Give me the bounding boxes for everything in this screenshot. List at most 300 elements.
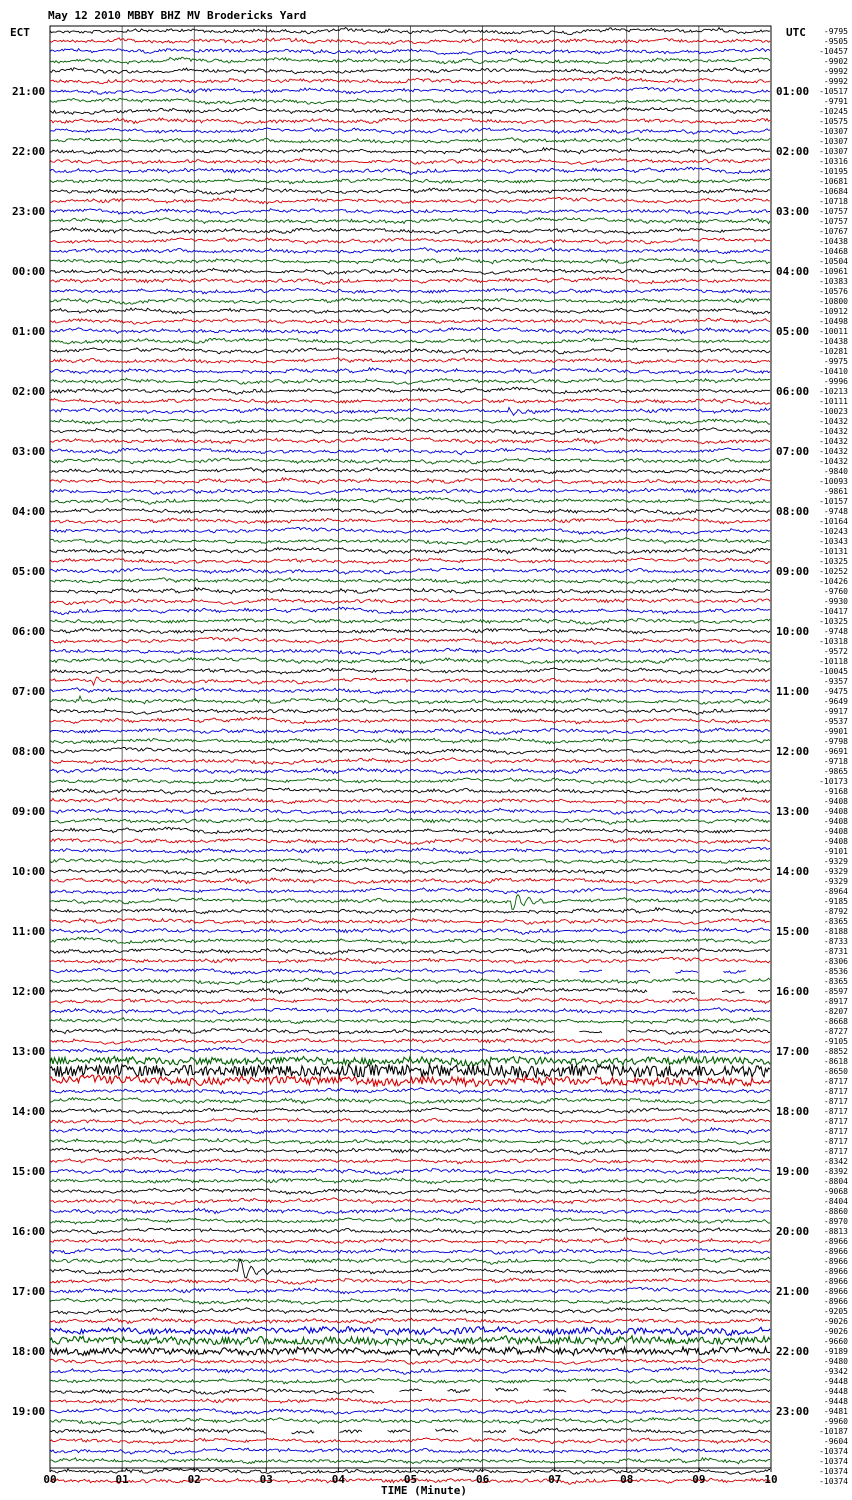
left-hour-label: 02:00 <box>12 385 46 398</box>
seismic-trace <box>50 1064 770 1078</box>
seismic-trace <box>50 968 746 974</box>
seismic-trace <box>50 298 770 304</box>
seismic-trace <box>50 808 770 814</box>
trace-offset-label: -9408 <box>823 827 848 836</box>
trace-offset-label: -9572 <box>823 647 848 656</box>
trace-offset-label: -8306 <box>823 957 848 966</box>
seismic-trace <box>50 318 770 324</box>
seismic-trace <box>50 1038 770 1044</box>
seismic-trace <box>50 198 770 204</box>
trace-offset-label: -10213 <box>819 387 848 396</box>
seismic-trace <box>50 998 770 1004</box>
left-hour-label: 06:00 <box>12 625 46 638</box>
x-tick-label: 00 <box>43 1473 57 1486</box>
x-tick-label: 06 <box>475 1473 490 1486</box>
trace-offset-label: -8188 <box>823 927 848 936</box>
seismic-trace <box>50 688 770 694</box>
seismic-trace <box>50 209 770 215</box>
trace-offset-label: -9408 <box>823 837 848 846</box>
seismic-trace <box>50 158 770 164</box>
x-tick-label: 04 <box>331 1473 346 1486</box>
seismic-trace <box>50 708 770 714</box>
seismic-trace <box>50 277 770 284</box>
seismic-trace <box>50 1346 770 1356</box>
left-hour-label: 05:00 <box>12 565 46 578</box>
seismic-trace <box>50 908 770 914</box>
right-hour-label: 05:00 <box>776 325 810 338</box>
right-hour-label: 17:00 <box>776 1045 810 1058</box>
seismic-trace <box>50 798 770 804</box>
trace-offset-label: -8365 <box>823 977 848 986</box>
seismic-trace <box>50 488 770 494</box>
trace-offset-label: -8618 <box>823 1057 848 1066</box>
seismic-trace <box>50 478 770 484</box>
trace-offset-label: -10684 <box>819 187 848 196</box>
seismic-trace <box>50 1056 770 1066</box>
seismic-trace <box>50 48 770 54</box>
left-hour-label: 04:00 <box>12 505 46 518</box>
trace-offset-label: -9748 <box>823 627 848 636</box>
trace-offset-label: -9481 <box>823 1407 848 1416</box>
seismic-trace <box>50 628 770 634</box>
trace-offset-label: -10374 <box>819 1457 848 1466</box>
right-hour-label: 09:00 <box>776 565 810 578</box>
trace-offset-label: -9748 <box>823 507 848 516</box>
trace-offset-label: -9992 <box>823 67 848 76</box>
right-hour-label: 12:00 <box>776 745 810 758</box>
trace-offset-label: -10504 <box>819 257 848 266</box>
trace-offset-label: -8365 <box>823 917 848 926</box>
x-tick-label: 05 <box>403 1473 418 1486</box>
left-hour-label: 10:00 <box>12 865 46 878</box>
trace-offset-label: -10417 <box>819 607 848 616</box>
trace-offset-label: -10252 <box>819 567 848 576</box>
trace-offset-label: -9861 <box>823 487 848 496</box>
seismic-trace <box>50 238 770 244</box>
seismic-trace <box>50 1228 770 1234</box>
seismic-trace <box>50 1168 770 1174</box>
seismic-trace <box>50 268 770 274</box>
seismic-trace <box>50 398 770 404</box>
seismic-trace <box>50 387 770 394</box>
seismic-trace <box>50 378 770 384</box>
trace-offset-label: -10307 <box>819 137 848 146</box>
seismic-trace <box>50 1238 770 1244</box>
trace-offset-label: -10757 <box>819 217 848 226</box>
left-hour-label: 21:00 <box>12 85 46 98</box>
seismic-trace <box>50 497 770 504</box>
seismic-trace <box>50 1128 770 1134</box>
seismic-trace <box>50 68 770 74</box>
trace-offset-label: -8342 <box>823 1157 848 1166</box>
seismic-trace <box>50 978 770 985</box>
chart-title: May 12 2010 MBBY BHZ MV Brodericks Yard <box>48 9 307 22</box>
trace-offset-label: -9537 <box>823 717 848 726</box>
trace-offset-label: -10767 <box>819 227 848 236</box>
trace-offset-label: -8650 <box>823 1067 848 1076</box>
seismic-traces <box>50 28 770 1485</box>
seismic-trace <box>50 648 770 655</box>
trace-offset-label: -10374 <box>819 1447 848 1456</box>
seismic-trace <box>50 588 770 594</box>
x-tick-label: 01 <box>115 1473 129 1486</box>
trace-offset-label: -10383 <box>819 277 848 286</box>
trace-offset-label: -10325 <box>819 557 848 566</box>
trace-offset-label: -8207 <box>823 1007 848 1016</box>
trace-offset-label: -9660 <box>823 1337 848 1346</box>
seismic-trace <box>50 878 770 884</box>
seismic-trace <box>50 328 770 334</box>
left-hour-label: 13:00 <box>12 1045 46 1058</box>
trace-offset-label: -10093 <box>819 477 848 486</box>
trace-offset-label: -8668 <box>823 1017 848 1026</box>
seismic-trace <box>50 1398 770 1404</box>
seismic-trace <box>50 717 770 724</box>
seismic-trace <box>50 99 770 105</box>
seismic-trace <box>50 438 770 444</box>
seismic-trace <box>50 38 770 45</box>
trace-offset-label: -10575 <box>819 117 848 126</box>
trace-offset-label: -8717 <box>823 1107 848 1116</box>
right-hour-label: 01:00 <box>776 85 810 98</box>
seismic-trace <box>50 658 770 664</box>
right-hour-label: 11:00 <box>776 685 810 698</box>
x-axis-label: TIME (Minute) <box>380 1484 468 1497</box>
seismic-trace <box>50 838 770 844</box>
seismic-trace <box>50 368 770 374</box>
seismic-trace <box>50 508 770 514</box>
x-tick-label: 03 <box>259 1473 273 1486</box>
left-hour-label: 23:00 <box>12 205 46 218</box>
right-hour-label: 16:00 <box>776 985 810 998</box>
seismic-trace <box>50 1367 770 1374</box>
trace-offset-label: -9408 <box>823 807 848 816</box>
trace-offset-label: -10173 <box>819 777 848 786</box>
seismic-trace <box>50 848 770 854</box>
seismic-trace <box>50 1008 770 1014</box>
seismic-trace <box>50 518 770 524</box>
seismic-trace <box>50 1157 770 1164</box>
trace-offset-label: -8860 <box>823 1207 848 1216</box>
seismic-trace <box>50 696 770 704</box>
trace-offset-label: -9691 <box>823 747 848 756</box>
seismic-trace <box>50 228 770 234</box>
seismic-trace <box>50 218 770 224</box>
right-hour-label: 22:00 <box>776 1345 810 1358</box>
trace-offset-label: -10011 <box>819 327 848 336</box>
trace-offset-label: -10374 <box>819 1467 848 1476</box>
seismic-trace <box>50 1278 770 1284</box>
right-hour-label: 02:00 <box>776 145 810 158</box>
trace-offset-label: -9205 <box>823 1307 848 1316</box>
trace-offset-label: -9026 <box>823 1317 848 1326</box>
trace-offset-label: -9329 <box>823 877 848 886</box>
seismic-trace <box>50 1388 770 1394</box>
trace-offset-label: -8917 <box>823 997 848 1006</box>
trace-offset-label: -8404 <box>823 1197 848 1206</box>
trace-offset-label: -10118 <box>819 657 848 666</box>
trace-offset-label: -8727 <box>823 1027 848 1036</box>
left-hour-label: 18:00 <box>12 1345 46 1358</box>
seismic-trace <box>50 1028 770 1034</box>
seismic-trace <box>50 818 770 824</box>
seismic-trace <box>50 937 770 944</box>
trace-offset-label: -10243 <box>819 527 848 536</box>
seismic-trace <box>50 598 770 604</box>
trace-offset-label: -9975 <box>823 357 848 366</box>
right-hour-label: 14:00 <box>776 865 810 878</box>
trace-offset-label: -10164 <box>819 517 848 526</box>
seismic-trace <box>50 988 770 994</box>
seismic-trace <box>50 1257 770 1264</box>
x-tick-label: 02 <box>187 1473 201 1486</box>
trace-offset-label: -9329 <box>823 857 848 866</box>
trace-offset-label: -8717 <box>823 1097 848 1106</box>
right-hour-label: 06:00 <box>776 385 810 398</box>
seismic-trace <box>50 928 770 934</box>
left-hour-label: 12:00 <box>12 985 46 998</box>
left-hour-label: 00:00 <box>12 265 46 278</box>
trace-offset-label: -9068 <box>823 1187 848 1196</box>
trace-offset-label: -8717 <box>823 1117 848 1126</box>
left-hour-label: 08:00 <box>12 745 46 758</box>
trace-offset-label: -10023 <box>819 407 848 416</box>
seismic-trace <box>50 1318 770 1324</box>
left-hour-label: 11:00 <box>12 925 46 938</box>
right-hour-label: 23:00 <box>776 1405 810 1418</box>
right-hour-label: 13:00 <box>776 805 810 818</box>
trace-offset-label: -9329 <box>823 867 848 876</box>
right-hour-label: 08:00 <box>776 505 810 518</box>
seismic-trace <box>50 578 770 584</box>
trace-offset-label: -9798 <box>823 737 848 746</box>
trace-offset-label: -8966 <box>823 1237 848 1246</box>
trace-offset-label: -10111 <box>819 397 848 406</box>
trace-offset-label: -10517 <box>819 87 848 96</box>
seismic-trace <box>50 1378 770 1384</box>
seismic-trace <box>50 738 770 744</box>
seismic-trace <box>50 958 770 964</box>
trace-offset-label: -8964 <box>823 887 848 896</box>
right-hour-label: 03:00 <box>776 205 810 218</box>
right-hour-label: 20:00 <box>776 1225 810 1238</box>
seismic-trace <box>50 768 770 774</box>
right-hour-label: 21:00 <box>776 1285 810 1298</box>
seismic-trace <box>50 1088 770 1095</box>
seismic-trace <box>50 128 770 134</box>
trace-offset-label: -10800 <box>819 297 848 306</box>
trace-offset-label: -8536 <box>823 967 848 976</box>
left-hour-label: 17:00 <box>12 1285 46 1298</box>
trace-offset-label: -10498 <box>819 317 848 326</box>
trace-offset-label: -8717 <box>823 1137 848 1146</box>
trace-offset-label: -8597 <box>823 987 848 996</box>
trace-offset-label: -10307 <box>819 147 848 156</box>
trace-offset-label: -9996 <box>823 377 848 386</box>
seismic-trace <box>50 1108 770 1114</box>
trace-offset-label: -9791 <box>823 97 848 106</box>
seismic-trace <box>50 1248 770 1254</box>
trace-offset-label: -10318 <box>819 637 848 646</box>
left-hour-label: 14:00 <box>12 1105 46 1118</box>
trace-offset-label: -10718 <box>819 197 848 206</box>
right-hour-label: 15:00 <box>776 925 810 938</box>
seismic-trace <box>50 748 770 755</box>
right-hour-label: 18:00 <box>776 1105 810 1118</box>
trace-offset-label: -10438 <box>819 237 848 246</box>
trace-offset-label: -10045 <box>819 667 848 676</box>
seismic-trace <box>50 1448 770 1454</box>
trace-offset-label: -10157 <box>819 497 848 506</box>
seismic-trace <box>50 607 770 615</box>
axis-labels <box>12 27 848 1486</box>
seismic-trace <box>50 1047 770 1054</box>
seismic-trace <box>50 468 770 474</box>
trace-offset-label: -9448 <box>823 1377 848 1386</box>
seismic-trace <box>50 57 770 64</box>
left-hour-label: 03:00 <box>12 445 46 458</box>
seismic-trace <box>50 638 770 645</box>
trace-offset-label: -8966 <box>823 1267 848 1276</box>
seismic-trace <box>50 1188 770 1194</box>
left-hour-label: 22:00 <box>12 145 46 158</box>
seismic-trace <box>50 1118 770 1124</box>
trace-offset-label: -10245 <box>819 107 848 116</box>
trace-offset-label: -8731 <box>823 947 848 956</box>
seismic-trace <box>50 618 770 624</box>
seismic-trace <box>50 118 770 124</box>
right-hour-label: 04:00 <box>776 265 810 278</box>
trace-offset-label: -10757 <box>819 207 848 216</box>
seismic-trace <box>50 1308 770 1315</box>
seismic-trace <box>50 1138 770 1144</box>
seismic-trace <box>50 1098 770 1104</box>
trace-offset-label: -9901 <box>823 727 848 736</box>
trace-offset-label: -10307 <box>819 127 848 136</box>
seismic-trace <box>50 1178 770 1184</box>
trace-offset-label: -9865 <box>823 767 848 776</box>
left-hour-label: 07:00 <box>12 685 46 698</box>
trace-offset-label: -10374 <box>819 1477 848 1486</box>
seismic-trace <box>50 1218 770 1224</box>
seismic-trace <box>50 948 770 954</box>
seismic-trace <box>50 827 770 834</box>
trace-offset-label: -9101 <box>823 847 848 856</box>
x-tick-label: 09 <box>692 1473 706 1486</box>
seismic-trace <box>50 1438 770 1444</box>
seismic-trace <box>50 428 770 435</box>
seismic-trace <box>50 1198 770 1205</box>
trace-offset-label: -10432 <box>819 447 848 456</box>
seismic-trace <box>50 1428 770 1434</box>
left-hour-label: 15:00 <box>12 1165 46 1178</box>
trace-offset-label: -10281 <box>819 347 848 356</box>
trace-offset-label: -9342 <box>823 1367 848 1376</box>
right-axis-label: UTC <box>786 26 806 39</box>
seismic-trace <box>50 1327 770 1336</box>
seismic-trace <box>50 1018 770 1024</box>
seismic-trace <box>50 888 770 894</box>
trace-offset-label: -8813 <box>823 1227 848 1236</box>
trace-offset-label: -9408 <box>823 817 848 826</box>
trace-offset-label: -8966 <box>823 1257 848 1266</box>
x-tick-label: 08 <box>620 1473 634 1486</box>
trace-offset-label: -8966 <box>823 1287 848 1296</box>
seismic-trace <box>50 248 770 254</box>
seismic-trace <box>50 288 770 294</box>
seismic-trace <box>50 348 770 354</box>
trace-offset-label: -9930 <box>823 597 848 606</box>
seismic-trace <box>50 448 770 455</box>
seismic-trace <box>50 108 770 115</box>
seismic-trace <box>50 77 770 84</box>
trace-offset-label: -10432 <box>819 427 848 436</box>
trace-offset-label: -10432 <box>819 457 848 466</box>
trace-offset-label: -8717 <box>823 1087 848 1096</box>
trace-offset-label: -9840 <box>823 467 848 476</box>
seismic-trace <box>50 1458 770 1464</box>
seismic-trace <box>50 1148 770 1154</box>
trace-offset-label: -8733 <box>823 937 848 946</box>
seismic-trace <box>50 918 770 924</box>
seismic-trace <box>50 258 770 264</box>
seismic-trace <box>50 1298 770 1304</box>
trace-offset-label: -9357 <box>823 677 848 686</box>
trace-offset-label: -9189 <box>823 1347 848 1356</box>
seismic-trace <box>50 338 770 344</box>
trace-offset-label: -10432 <box>819 437 848 446</box>
trace-offset-label: -8717 <box>823 1147 848 1156</box>
seismic-trace <box>50 677 770 685</box>
left-hour-label: 19:00 <box>12 1405 46 1418</box>
seismic-trace <box>50 538 770 545</box>
trace-offset-label: -9917 <box>823 707 848 716</box>
trace-offset-label: -10468 <box>819 247 848 256</box>
left-hour-label: 16:00 <box>12 1225 46 1238</box>
seismic-trace <box>50 88 770 95</box>
seismic-trace <box>50 668 770 674</box>
seismic-trace <box>50 1358 770 1364</box>
trace-offset-label: -9475 <box>823 687 848 696</box>
right-hour-label: 07:00 <box>776 445 810 458</box>
trace-offset-label: -9185 <box>823 897 848 906</box>
trace-offset-label: -10426 <box>819 577 848 586</box>
trace-offset-label: -9760 <box>823 587 848 596</box>
trace-offset-label: -9026 <box>823 1327 848 1336</box>
trace-offset-label: -10432 <box>819 417 848 426</box>
seismic-trace <box>50 548 770 554</box>
seismic-trace <box>50 1336 770 1345</box>
trace-offset-label: -8966 <box>823 1277 848 1286</box>
trace-offset-label: -8852 <box>823 1047 848 1056</box>
trace-offset-label: -8970 <box>823 1217 848 1226</box>
trace-offset-label: -10343 <box>819 537 848 546</box>
trace-offset-label: -9795 <box>823 27 848 36</box>
trace-offset-label: -10187 <box>819 1427 848 1436</box>
trace-offset-label: -10316 <box>819 157 848 166</box>
trace-offset-label: -10438 <box>819 337 848 346</box>
trace-offset-label: -8717 <box>823 1077 848 1086</box>
seismic-trace <box>50 1259 770 1278</box>
trace-offset-label: -9448 <box>823 1387 848 1396</box>
seismic-trace <box>50 728 770 734</box>
trace-offset-label: -8717 <box>823 1127 848 1136</box>
seismic-trace <box>50 167 770 174</box>
left-hour-label: 09:00 <box>12 805 46 818</box>
trace-offset-label: -9992 <box>823 77 848 86</box>
seismic-trace <box>50 528 770 535</box>
trace-offset-label: -9649 <box>823 697 848 706</box>
